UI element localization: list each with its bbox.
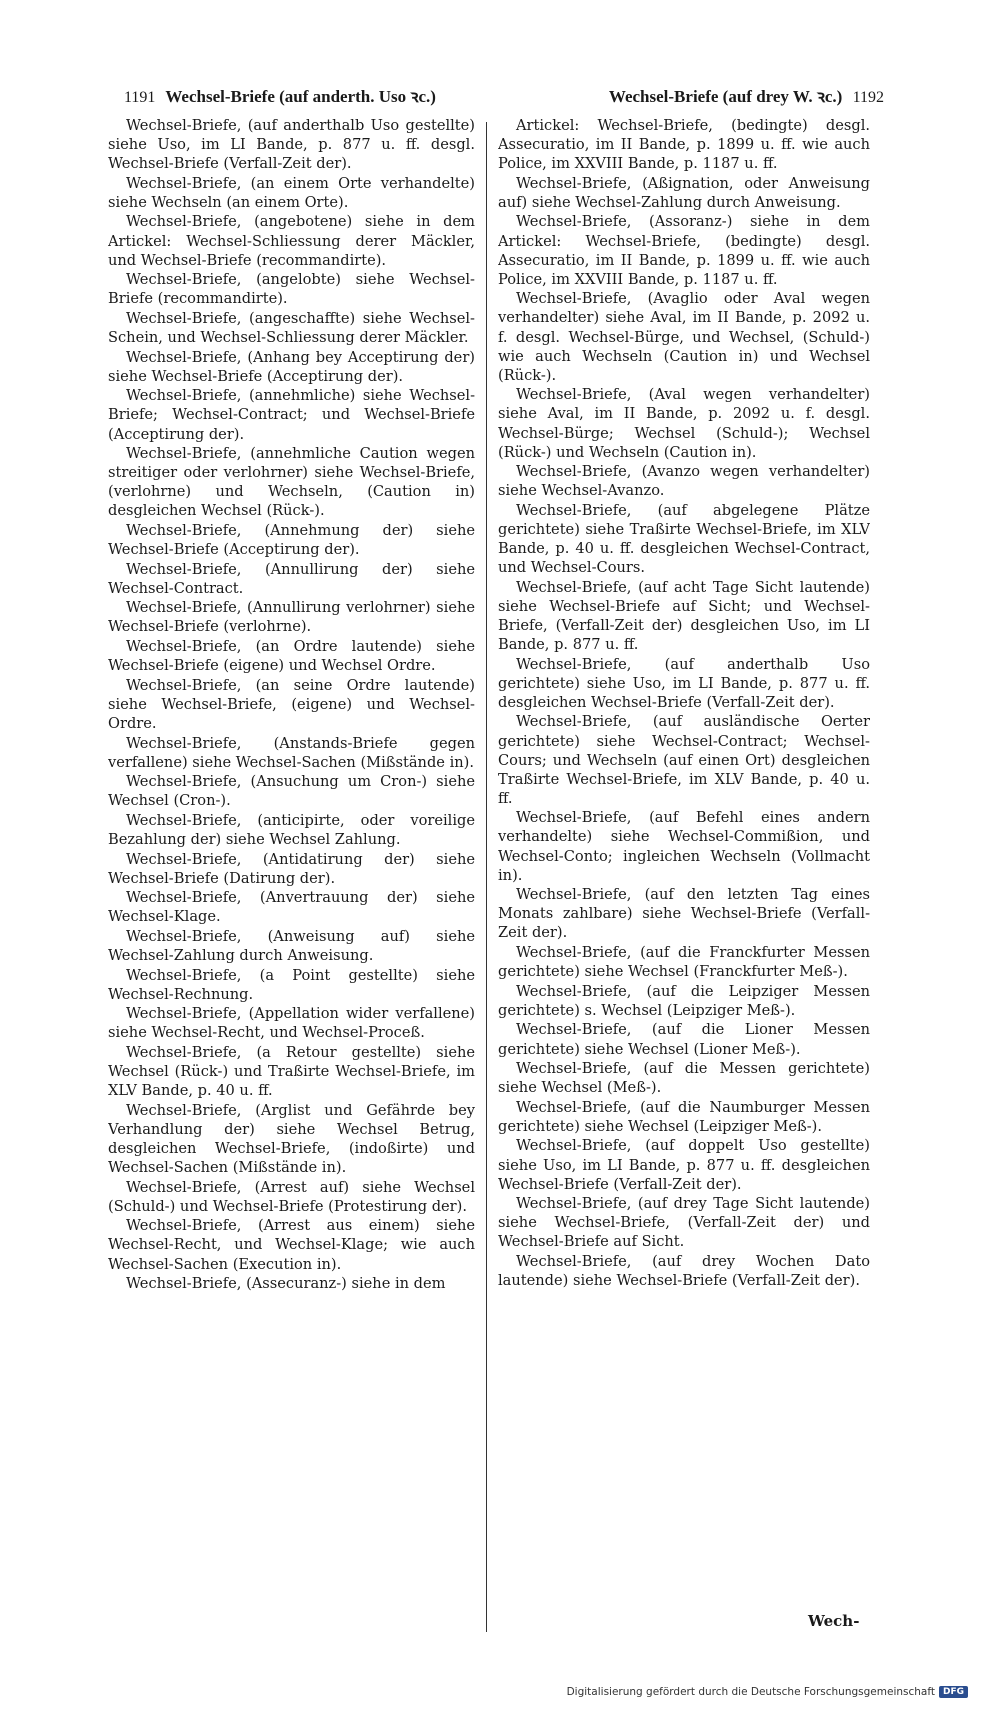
- index-entry: Wechsel-Briefe, (auf drey Wochen Dato lautende) siehe Wechsel-Briefe (Verfall-Zeit der).: [498, 1253, 870, 1290]
- index-entry: Wechsel-Briefe, (angeschaffte) siehe Wechsel-Schein, und Wechsel-Schliessung derer Mäckler.: [108, 309, 475, 347]
- index-entry: Wechsel-Briefe, (auf abgelegene Plätze gerichtete) siehe Traßirte Wechsel-Briefe, im XLV Bande, p. 40 u. ff. desgleichen Wechsel-Contract, und Wechsel-Cours.: [498, 501, 870, 577]
- index-entry: Wechsel-Briefe, (angebotene) siehe in dem Artickel: Wechsel-Schliessung derer Mäckler, und Wechsel-Briefe (recommandirte).: [108, 213, 475, 269]
- index-entry: Wechsel-Briefe, (a Retour gestellte) siehe Wechsel (Rück-) und Traßirte Wechsel-Briefe, im XLV Bande, p. 40 u. ff.: [108, 1044, 475, 1100]
- index-entry: Wechsel-Briefe, (Avaglio oder Aval wegen verhandelter) siehe Aval, im II Bande, p. 2092 u. f. desgl. Wechsel-Bürge, und Wechsel, (Schuld-) wie auch Wechseln (Caution in) und Wechsel (Rück-).: [498, 290, 870, 384]
- index-entry: Wechsel-Briefe, (auf die Leipziger Messen gerichtete) s. Wechsel (Leipziger Meß-).: [498, 982, 870, 1019]
- index-entry: Wechsel-Briefe, (Annullirung der) siehe Wechsel-Contract.: [108, 560, 475, 597]
- index-entry: Wechsel-Briefe, (Aval wegen verhandelter) siehe Aval, im II Bande, p. 2092 u. f. desgl. Wechsel-Bürge; Wechsel (Schuld-); Wechsel (Rück-) und Wechseln (Caution in).: [498, 386, 870, 461]
- index-entry: Wechsel-Briefe, (Avanzo wegen verhandelter) siehe Wechsel-Avanzo.: [498, 463, 870, 500]
- index-entry: Wechsel-Briefe, (Annehmung der) siehe Wechsel-Briefe (Acceptirung der).: [108, 521, 475, 559]
- index-entry: Wechsel-Briefe, (auf die Franckfurter Messen gerichtete) siehe Wechsel (Franckfurter Meß-).: [498, 944, 870, 981]
- right-running-title: Wechsel-Briefe (auf drey W. ꝛc.): [608, 87, 843, 106]
- right-column: [498, 116, 870, 1556]
- left-running-title: Wechsel-Briefe (auf anderth. Uso ꝛc.): [165, 87, 436, 106]
- index-entry: Wechsel-Briefe, (Arrest aus einem) siehe Wechsel-Recht, und Wechsel-Klage; wie auch Wechsel-Sachen (Execution in).: [108, 1217, 475, 1273]
- column-divider: [486, 122, 487, 1632]
- index-entry: Wechsel-Briefe, (Assecuranz-) siehe in dem: [126, 1275, 446, 1293]
- dfg-logo-icon: DFG: [939, 1686, 968, 1698]
- page-header: [118, 84, 884, 110]
- index-entry: Wechsel-Briefe, (auf doppelt Uso gestellte) siehe Uso, im LI Bande, p. 877 u. ff. desgleichen Wechsel-Briefe (Verfall-Zeit der).: [498, 1137, 870, 1193]
- left-page-number: 1191: [124, 89, 156, 106]
- index-entry: Wechsel-Briefe, (a Point gestellte) siehe Wechsel-Rechnung.: [108, 966, 475, 1003]
- right-header: [609, 84, 890, 107]
- index-entry: Wechsel-Briefe, (auf die Naumburger Messen gerichtete) siehe Wechsel (Leipziger Meß-).: [498, 1098, 870, 1135]
- index-entry: Wechsel-Briefe, (Appellation wider verfallene) siehe Wechsel-Recht, und Wechsel-Proceß.: [108, 1005, 475, 1042]
- index-entry: Wechsel-Briefe, (auf Befehl eines andern verhandelte) siehe Wechsel-Commißion, und Wechsel-Conto; ingleichen Wechseln (Vollmacht in).: [498, 809, 870, 884]
- index-entry: Wechsel-Briefe, (Anhang bey Acceptirung der) siehe Wechsel-Briefe (Acceptirung der).: [108, 348, 475, 385]
- index-entry: Wechsel-Briefe, (annehmliche Caution wegen streitiger oder verlohrner) siehe Wechsel-Briefe, (verlohrne) und Wechseln, (Caution in) desgleichen Wechsel (Rück-).: [108, 445, 475, 520]
- index-entry: Wechsel-Briefe, (an seine Ordre lautende) siehe Wechsel-Briefe, (eigene) und Wechsel-Ordre.: [108, 676, 475, 732]
- index-entry: Wechsel-Briefe, (auf die Lioner Messen gerichtete) siehe Wechsel (Lioner Meß-).: [498, 1021, 870, 1058]
- index-entry: Wechsel-Briefe, (an einem Orte verhandelte) siehe Wechseln (an einem Orte).: [108, 174, 475, 211]
- index-entry: Wechsel-Briefe, (Assoranz-) siehe in dem Artickel: Wechsel-Briefe, (bedingte) desgl. Assecuratio, im II Bande, p. 1899 u. ff. wie auch Police, im XXVIII Bande, p. 1187 u. ff.: [498, 213, 870, 288]
- index-entry: Wechsel-Briefe, (auf drey Tage Sicht lautende) siehe Wechsel-Briefe, (Verfall-Zeit der) und Wechsel-Briefe auf Sicht.: [498, 1195, 870, 1251]
- index-entry: Wechsel-Briefe, (Anstands-Briefe gegen verfallene) siehe Wechsel-Sachen (Mißstände in).: [108, 734, 475, 771]
- index-entry: Wechsel-Briefe, (anticipirte, oder voreilige Bezahlung der) siehe Wechsel Zahlung.: [108, 811, 475, 848]
- index-entry: Wechsel-Briefe, (Arglist und Gefährde bey Verhandlung der) siehe Wechsel Betrug, desgleichen Wechsel-Briefe, (indoßirte) und Wechsel-Sachen (Mißstände in).: [108, 1101, 475, 1177]
- index-entry: Wechsel-Briefe, (Anweisung auf) siehe Wechsel-Zahlung durch Anweisung.: [108, 927, 475, 965]
- index-entry: Wechsel-Briefe, (an Ordre lautende) siehe Wechsel-Briefe (eigene) und Wechsel Ordre.: [108, 638, 475, 675]
- index-entry: Wechsel-Briefe, (auf acht Tage Sicht lautende) siehe Wechsel-Briefe auf Sicht; und Wechsel-Briefe, (Verfall-Zeit der) desgleichen Uso, im LI Bande, p. 877 u. ff.: [498, 578, 870, 654]
- index-entry: Wechsel-Briefe, (auf ausländische Oerter gerichtete) siehe Wechsel-Contract; Wechsel-Cours; und Wechseln (auf einen Ort) desgleichen Traßirte Wechsel-Briefe, im XLV Bande, p. 40 u. ff.: [498, 713, 870, 807]
- digitization-footer: [567, 1686, 968, 1698]
- index-entry: Wechsel-Briefe, (auf die Messen gerichtete) siehe Wechsel (Meß-).: [498, 1060, 870, 1097]
- left-header: [118, 84, 436, 107]
- index-entry: Wechsel-Briefe, (Aßignation, oder Anweisung auf) siehe Wechsel-Zahlung durch Anweisung.: [498, 174, 870, 211]
- index-entry: Wechsel-Briefe, (Annullirung verlohrner) siehe Wechsel-Briefe (verlohrne).: [108, 599, 475, 636]
- index-entry: Wechsel-Briefe, (Ansuchung um Cron-) siehe Wechsel (Cron-).: [108, 773, 475, 810]
- index-entry: Wechsel-Briefe, (auf anderthalb Uso gerichtete) siehe Uso, im LI Bande, p. 877 u. ff. desgleichen Wechsel-Briefe (Verfall-Zeit der).: [498, 655, 870, 711]
- left-column: [108, 116, 475, 1556]
- index-entry: Wechsel-Briefe, (annehmliche) siehe Wechsel-Briefe; Wechsel-Contract; und Wechsel-Briefe (Acceptirung der).: [108, 387, 475, 443]
- index-entry: Wechsel-Briefe, (Antidatirung der) siehe Wechsel-Briefe (Datirung der).: [108, 850, 475, 887]
- right-page-number: 1192: [852, 89, 884, 106]
- index-entry: Wechsel-Briefe, (Arrest auf) siehe Wechsel (Schuld-) und Wechsel-Briefe (Protestirung der).: [108, 1178, 475, 1215]
- index-entry: Wechsel-Briefe, (Anvertrauung der) siehe Wechsel-Klage.: [108, 889, 475, 926]
- index-entry: Wechsel-Briefe, (angelobte) siehe Wechsel-Briefe (recommandirte).: [108, 271, 475, 308]
- index-entry: Wechsel-Briefe, (auf den letzten Tag eines Monats zahlbare) siehe Wechsel-Briefe (Verfall-Zeit der).: [498, 886, 870, 942]
- catchword: Wech-: [808, 1612, 860, 1630]
- footer-text: Digitalisierung gefördert durch die Deutsche Forschungsgemeinschaft: [566, 1686, 935, 1698]
- index-entry: Artickel: Wechsel-Briefe, (bedingte) desgl. Assecuratio, im II Bande, p. 1899 u. ff. wie auch Police, im XXVIII Bande, p. 1187 u. ff.: [498, 117, 870, 173]
- index-entry: Wechsel-Briefe, (auf anderthalb Uso gestellte) siehe Uso, im LI Bande, p. 877 u. ff. desgl. Wechsel-Briefe (Verfall-Zeit der).: [108, 117, 475, 173]
